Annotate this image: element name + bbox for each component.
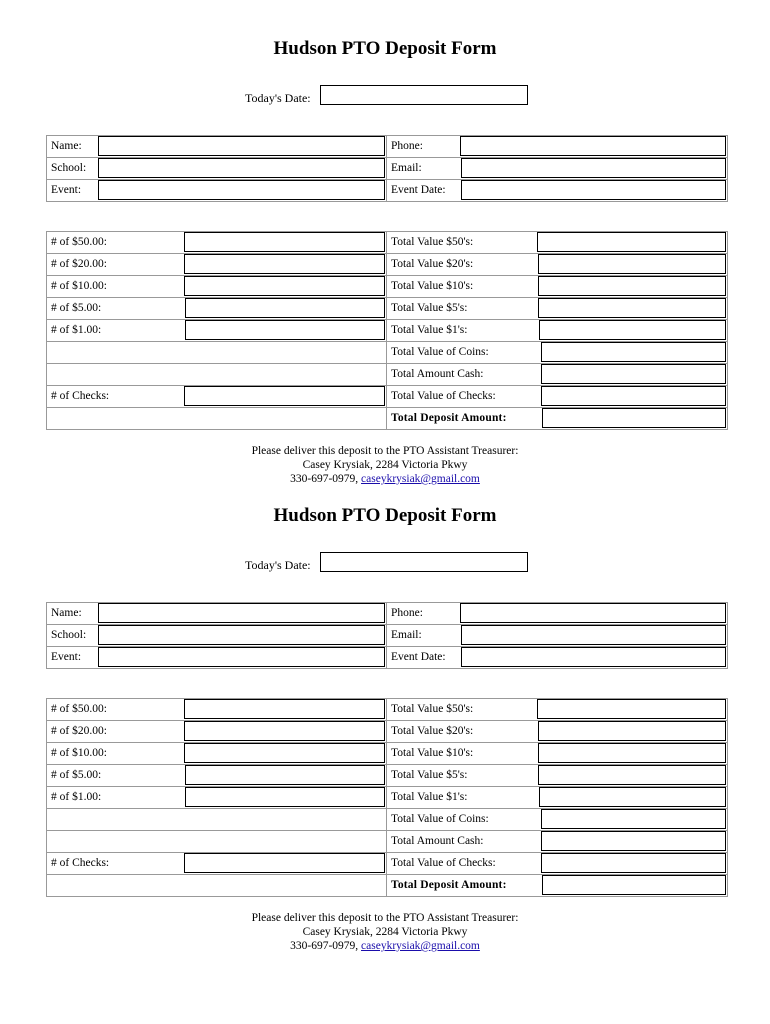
row-fifties [47, 232, 728, 254]
event-label: Event: [51, 184, 82, 196]
fives-count-field[interactable] [185, 298, 385, 318]
row-ones [47, 320, 728, 342]
coins-field[interactable] [541, 342, 726, 362]
twenties-count-field[interactable] [184, 254, 385, 274]
info-row-name [47, 603, 728, 625]
fives-count-field[interactable] [185, 765, 385, 785]
form-title: Hudson PTO Deposit Form [273, 505, 497, 526]
total-10-field[interactable] [538, 743, 726, 763]
checks-total-field[interactable] [541, 853, 726, 873]
total-5-label: Total Value $5's: [391, 769, 468, 781]
row-cash [47, 364, 728, 386]
row-fives [47, 765, 728, 787]
info-row-school [47, 158, 728, 180]
deposit-total-label: Total Deposit Amount: [391, 879, 507, 891]
total-1-field[interactable] [539, 787, 726, 807]
school-field[interactable] [98, 625, 385, 645]
deposit-form-bottom [0, 467, 770, 952]
cash-label: Total Amount Cash: [391, 835, 484, 847]
school-label: School: [51, 162, 87, 174]
ones-label: # of $1.00: [51, 324, 102, 336]
checks-count-field[interactable] [184, 853, 385, 873]
total-5-field[interactable] [538, 298, 726, 318]
tens-label: # of $10.00: [51, 280, 107, 292]
email-link[interactable]: caseykrysiak@gmail.com [361, 473, 480, 485]
event-field[interactable] [98, 647, 385, 667]
email-field[interactable] [461, 625, 726, 645]
row-tens [47, 276, 728, 298]
fives-label: # of $5.00: [51, 302, 102, 314]
twenties-count-field[interactable] [184, 721, 385, 741]
row-twenties [47, 721, 728, 743]
fifties-label: # of $50.00: [51, 703, 107, 715]
phone-field[interactable] [460, 136, 726, 156]
phone-field[interactable] [460, 603, 726, 623]
total-20-field[interactable] [538, 254, 726, 274]
total-20-field[interactable] [538, 721, 726, 741]
checks-total-label: Total Value of Checks: [391, 857, 496, 869]
money-table [46, 231, 728, 430]
total-5-label: Total Value $5's: [391, 302, 468, 314]
email-link[interactable]: caseykrysiak@gmail.com [361, 940, 480, 952]
info-row-school [47, 625, 728, 647]
deposit-total-label: Total Deposit Amount: [391, 412, 507, 424]
checks-count-field[interactable] [184, 386, 385, 406]
email-field[interactable] [461, 158, 726, 178]
tens-label: # of $10.00: [51, 747, 107, 759]
row-tens [47, 743, 728, 765]
date-field[interactable] [320, 552, 528, 572]
row-cash [47, 831, 728, 853]
total-20-label: Total Value $20's: [391, 258, 474, 270]
school-field[interactable] [98, 158, 385, 178]
date-label: Today's Date: [245, 91, 311, 105]
info-table [46, 602, 728, 669]
event-field[interactable] [98, 180, 385, 200]
date-field[interactable] [320, 85, 528, 105]
twenties-label: # of $20.00: [51, 258, 107, 270]
phone-number: 330-697-0979, [290, 940, 362, 952]
ones-count-field[interactable] [185, 787, 385, 807]
info-row-event [47, 180, 728, 202]
ones-count-field[interactable] [185, 320, 385, 340]
event-date-label: Event Date: [391, 184, 446, 196]
fives-label: # of $5.00: [51, 769, 102, 781]
tens-count-field[interactable] [184, 276, 385, 296]
total-1-label: Total Value $1's: [391, 324, 468, 336]
total-10-label: Total Value $10's: [391, 280, 474, 292]
cash-field[interactable] [541, 364, 726, 384]
row-checks [47, 386, 728, 408]
fifties-count-field[interactable] [184, 699, 385, 719]
event-label: Event: [51, 651, 82, 663]
name-label: Name: [51, 607, 82, 619]
contact-line [0, 939, 770, 953]
total-50-label: Total Value $50's: [391, 703, 474, 715]
total-50-field[interactable] [537, 699, 726, 719]
money-table [46, 698, 728, 897]
coins-label: Total Value of Coins: [391, 813, 489, 825]
event-date-label: Event Date: [391, 651, 446, 663]
info-table [46, 135, 728, 202]
delivery-note [0, 911, 770, 953]
checks-label: # of Checks: [51, 857, 110, 869]
event-date-field[interactable] [461, 180, 726, 200]
name-field[interactable] [98, 603, 385, 623]
coins-field[interactable] [541, 809, 726, 829]
row-coins [47, 809, 728, 831]
total-10-field[interactable] [538, 276, 726, 296]
fifties-count-field[interactable] [184, 232, 385, 252]
row-twenties [47, 254, 728, 276]
school-label: School: [51, 629, 87, 641]
total-50-label: Total Value $50's: [391, 236, 474, 248]
checks-label: # of Checks: [51, 390, 110, 402]
checks-total-label: Total Value of Checks: [391, 390, 496, 402]
name-label: Name: [51, 140, 82, 152]
email-label: Email: [391, 162, 422, 174]
delivery-line: Please deliver this deposit to the PTO Assistant Treasurer: [251, 445, 519, 457]
phone-label: Phone: [391, 140, 423, 152]
treasurer-address: Casey Krysiak, 2284 Victoria Pkwy [302, 459, 468, 471]
treasurer-address: Casey Krysiak, 2284 Victoria Pkwy [302, 926, 468, 938]
row-fives [47, 298, 728, 320]
phone-label: Phone: [391, 607, 423, 619]
total-10-label: Total Value $10's: [391, 747, 474, 759]
coins-label: Total Value of Coins: [391, 346, 489, 358]
total-1-label: Total Value $1's: [391, 791, 468, 803]
total-5-field[interactable] [538, 765, 726, 785]
event-date-field[interactable] [461, 647, 726, 667]
row-deposit [47, 408, 728, 430]
deposit-total-field[interactable] [542, 875, 726, 895]
checks-total-field[interactable] [541, 386, 726, 406]
info-row-name [47, 136, 728, 158]
twenties-label: # of $20.00: [51, 725, 107, 737]
total-1-field[interactable] [539, 320, 726, 340]
cash-label: Total Amount Cash: [391, 368, 484, 380]
row-coins [47, 342, 728, 364]
name-field[interactable] [98, 136, 385, 156]
date-label: Today's Date: [245, 558, 311, 572]
deposit-total-field[interactable] [542, 408, 726, 428]
tens-count-field[interactable] [184, 743, 385, 763]
fifties-label: # of $50.00: [51, 236, 107, 248]
cash-field[interactable] [541, 831, 726, 851]
info-row-event [47, 647, 728, 669]
phone-number: 330-697-0979, [290, 473, 362, 485]
email-label: Email: [391, 629, 422, 641]
form-title: Hudson PTO Deposit Form [273, 38, 497, 59]
delivery-line: Please deliver this deposit to the PTO Assistant Treasurer: [251, 912, 519, 924]
row-deposit [47, 875, 728, 897]
row-ones [47, 787, 728, 809]
ones-label: # of $1.00: [51, 791, 102, 803]
row-checks [47, 853, 728, 875]
total-20-label: Total Value $20's: [391, 725, 474, 737]
deposit-form-top [0, 0, 770, 485]
row-fifties [47, 699, 728, 721]
total-50-field[interactable] [537, 232, 726, 252]
